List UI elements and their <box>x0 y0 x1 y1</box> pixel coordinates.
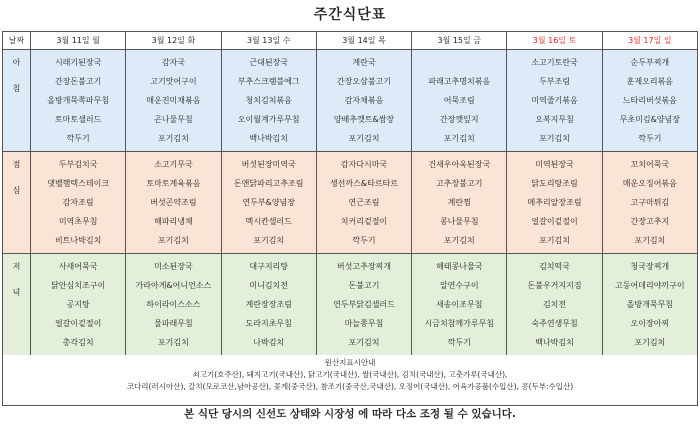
menu-cell <box>316 152 411 254</box>
menu-item: 곤나물무침 <box>154 115 193 124</box>
menu-item: 가라아게&어니언소스 <box>135 281 212 290</box>
menu-item: 콩나물무침 <box>439 217 479 226</box>
day-header-weekend: 3월 17일 일 <box>602 32 697 50</box>
menu-item: 매운오징어볶음 <box>622 179 677 188</box>
menu-item: 깍두기 <box>66 134 90 143</box>
menu-item: 댓벨햄텍스테이크 <box>47 179 110 188</box>
menu-item: 돈불우거지지짐 <box>527 281 582 290</box>
meal-label-char: 심 <box>12 186 21 195</box>
menu-item: 무초미김&양념장 <box>619 115 681 124</box>
menu-item: 포기김치 <box>253 236 285 245</box>
menu-item: 건새우아욱된장국 <box>428 160 491 169</box>
menu-item: 연두부닭김샐러드 <box>333 300 395 309</box>
menu-item: 시래기된장국 <box>54 58 102 67</box>
menu-item: 닭안심치조구이 <box>51 281 106 290</box>
menu-item: 소고기무국 <box>154 160 193 169</box>
dinner-row <box>3 254 698 362</box>
menu-item: 포기김치 <box>443 236 475 245</box>
day-header: 3월 14일 목 <box>316 32 411 50</box>
menu-item: 청치김치볶음 <box>245 96 292 105</box>
menu-item: 고추장불고기 <box>436 179 483 188</box>
menu-cell <box>412 50 507 152</box>
breakfast-row <box>3 50 698 152</box>
menu-item: 연근조림 <box>348 198 380 207</box>
menu-item: 김치전 <box>542 300 567 309</box>
menu-item: 메추리알장조림 <box>527 198 582 207</box>
menu-cell <box>412 152 507 254</box>
menu-item: 오이장아찌 <box>630 319 670 328</box>
menu-cell <box>602 152 697 254</box>
menu-item: 청국장찌개 <box>630 262 670 271</box>
menu-item: 포기김치 <box>348 338 380 347</box>
meal-label-char: 점 <box>12 160 21 169</box>
menu-item: 미역초무침 <box>58 217 98 226</box>
menu-item: 포기김치 <box>157 134 189 143</box>
meal-label-char: 아 <box>12 58 21 67</box>
menu-cell <box>221 254 316 362</box>
menu-item: 깍두기 <box>638 134 662 143</box>
menu-item: 포기김치 <box>443 134 475 143</box>
menu-item: 순두부찌개 <box>630 58 670 67</box>
menu-item: 김치떡국 <box>539 262 570 271</box>
menu-item: 간장오삼불고기 <box>336 77 392 86</box>
menu-cell <box>126 50 221 152</box>
menu-item: 감자국 <box>161 58 186 67</box>
menu-item: 토마토샐러드 <box>54 115 102 124</box>
menu-item: 버섯고추장찌개 <box>336 262 392 271</box>
menu-item: 소고기토란국 <box>531 58 578 67</box>
menu-item: 새송이조무침 <box>436 300 483 309</box>
menu-item: 계란찜 <box>447 198 471 207</box>
menu-item: 도라지초무침 <box>245 319 292 328</box>
menu-item: 고기맛어구이 <box>150 77 197 86</box>
meal-label-dinner <box>3 254 31 362</box>
menu-item: 마늘쫑무침 <box>344 319 384 328</box>
day-header: 3월 13일 수 <box>221 32 316 50</box>
menu-cell <box>221 152 316 254</box>
menu-item: 알연수구이 <box>439 281 479 290</box>
menu-item: 얼갈이겉절이 <box>54 319 102 328</box>
menu-item: 감자다시마국 <box>340 160 388 169</box>
menu-item: 두부김치국 <box>58 160 98 169</box>
day-header-weekend: 3월 16일 토 <box>507 32 602 50</box>
menu-item: 깍두기 <box>447 338 471 347</box>
menu-item: 시금치참깨가루무침 <box>424 319 495 328</box>
menu-cell <box>412 254 507 362</box>
menu-item: 훈제오리볶음 <box>626 77 674 86</box>
menu-cell <box>221 50 316 152</box>
menu-item: 생선까스&타르타르 <box>329 179 399 188</box>
date-corner-header: 날짜 <box>3 32 31 50</box>
menu-item: 닭도리탕조림 <box>531 179 578 188</box>
menu-item <box>412 53 506 72</box>
menu-item: 계란국 <box>352 58 376 67</box>
menu-item: 미역줄기볶음 <box>531 96 578 105</box>
menu-item: 올방개묵무침 <box>626 300 674 309</box>
menu-item: 올방개묵쪽파무침 <box>47 96 110 105</box>
menu-cell <box>507 152 602 254</box>
menu-item: 해파리냉채 <box>154 217 193 226</box>
menu-item: 계란장장조림 <box>245 300 292 309</box>
menu-item: 돈앤닭파리고추조림 <box>233 179 304 188</box>
menu-item: 얼갈이겉절이 <box>531 217 578 226</box>
meal-label-lunch <box>3 152 31 254</box>
menu-item: 숙주연생무침 <box>531 319 578 328</box>
menu-cell <box>602 254 697 362</box>
menu-item: 깍두기 <box>352 236 376 245</box>
menu-item: 백나박김치 <box>249 134 289 143</box>
meal-label-char: 저 <box>12 262 21 271</box>
menu-item: 간장깻잎지 <box>439 115 479 124</box>
menu-item: 비트나박김치 <box>54 236 102 245</box>
menu-item: 포기김치 <box>157 236 189 245</box>
lunch-row <box>3 152 698 254</box>
menu-item: 포기김치 <box>348 134 380 143</box>
menu-item: 감자채볶음 <box>344 96 384 105</box>
menu-item: 오이월계가루무침 <box>237 115 300 124</box>
origin-info-box <box>2 355 698 406</box>
menu-item: 사새어묵국 <box>58 262 98 271</box>
meal-label-char: 침 <box>12 84 21 93</box>
weekly-menu-table <box>2 31 698 362</box>
menu-item: 간장고추지 <box>630 217 670 226</box>
meal-label-char: 녁 <box>12 288 21 297</box>
menu-item: 포기김치 <box>157 338 189 347</box>
menu-item: 대구지리탕 <box>249 262 289 271</box>
day-header: 3월 15일 금 <box>412 32 507 50</box>
menu-item: 토마토계육볶음 <box>146 179 201 188</box>
page-title: 주간식단표 <box>313 7 387 23</box>
menu-item: 부추스크램블에그 <box>237 77 300 86</box>
origin-line: 쇠고기(호주산), 돼지고기(국내산), 닭고기(국내산), 쌀(국내산), 김치(국내산), 고춧가루(국내산), <box>192 370 508 379</box>
menu-cell <box>316 254 411 362</box>
menu-cell <box>126 152 221 254</box>
menu-item: 물파래무침 <box>154 319 193 328</box>
menu-item: 포기김치 <box>634 338 666 347</box>
menu-item: 백나박김치 <box>535 338 574 347</box>
menu-cell <box>31 152 126 254</box>
menu-item: 치커리겉절이 <box>340 217 388 226</box>
menu-item: 양배추깻트&쌈장 <box>333 115 395 124</box>
menu-cell <box>31 50 126 152</box>
menu-cell <box>126 254 221 362</box>
notice-text: 본 식단 당시의 신선도 상태와 시장성 에 따라 다소 조정 될 수 있습니다. <box>184 408 516 420</box>
menu-item: 해태콩나물국 <box>436 262 483 271</box>
menu-item: 포기김치 <box>634 236 666 245</box>
menu-item: 총각김치 <box>62 338 94 347</box>
menu-item: 나박김치 <box>253 338 285 347</box>
menu-item: 감자조림 <box>62 198 94 207</box>
menu-cell <box>602 50 697 152</box>
menu-item: 미역된장국 <box>535 160 574 169</box>
origin-title: 원산지표시안내 <box>324 358 376 367</box>
menu-item: 근대된장국 <box>249 58 289 67</box>
meal-label-breakfast <box>3 50 31 152</box>
header-row <box>3 32 698 50</box>
day-header: 3월 11일 월 <box>31 32 126 50</box>
menu-cell <box>507 254 602 362</box>
menu-item: 공지탕 <box>66 300 90 309</box>
menu-cell <box>31 254 126 362</box>
menu-item: 돈불고기 <box>348 281 380 290</box>
origin-line: 코다리(러시아산), 갈치(모로코산,남아공산), 꽃게(중국산), 참조기(중국산,국내산), 오징어(국내산), 어육가공품(수입산), 콩(두부:수입산) <box>126 382 574 391</box>
menu-item: 오복지무침 <box>535 115 574 124</box>
menu-cell <box>507 50 602 152</box>
menu-item: 미소된장국 <box>154 262 193 271</box>
menu-item: 고등어데리야끼구이 <box>615 281 685 290</box>
menu-item: 고구마튀김 <box>630 198 670 207</box>
menu-item: 포기김치 <box>539 236 570 245</box>
menu-item: 간장돈불고기 <box>54 77 102 86</box>
menu-item: 매운진미채볶음 <box>146 96 201 105</box>
menu-item: 꼬치어묵국 <box>630 160 670 169</box>
menu-item: 버섯된장미역국 <box>241 160 296 169</box>
day-header: 3월 12일 화 <box>126 32 221 50</box>
menu-item: 미니김치전 <box>249 281 289 290</box>
menu-item: 버섯곤약조림 <box>150 198 197 207</box>
menu-item: 두부조림 <box>539 77 570 86</box>
menu-item: 연두부&양념장 <box>242 198 295 207</box>
menu-item: 하이라이스소스 <box>146 300 201 309</box>
menu-item: 포기김치 <box>539 134 570 143</box>
menu-item: 어묵조림 <box>443 96 475 105</box>
menu-item: 파래고추명치볶음 <box>428 77 491 86</box>
menu-cell <box>316 50 411 152</box>
menu-item: 멕시칸샐러드 <box>245 217 292 226</box>
menu-item: 느타리버섯볶음 <box>622 96 677 105</box>
